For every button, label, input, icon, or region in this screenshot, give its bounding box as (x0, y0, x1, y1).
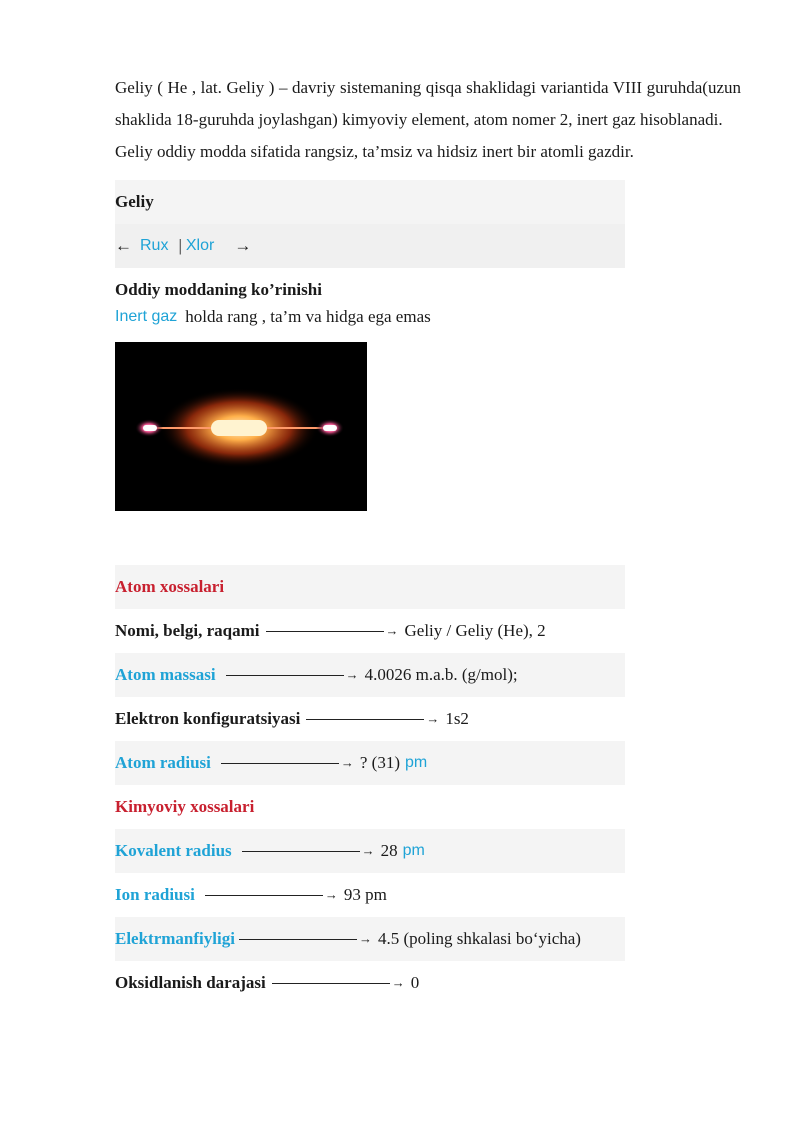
inert-gas-link[interactable]: Inert gaz (115, 308, 178, 325)
atom-section-heading-row (115, 565, 625, 609)
property-value: 4.5 (poling shkalasi bo‘yicha) (377, 929, 581, 948)
arrow-icon: → (345, 667, 359, 682)
nav-prev-arrow[interactable]: ← (115, 236, 132, 255)
property-row (115, 961, 625, 1005)
property-label-link[interactable]: Ion radiusi (115, 885, 195, 904)
nav-next-arrow[interactable]: → (234, 236, 252, 255)
appearance-text: holda rang , ta’m va hidga ega emas (185, 307, 431, 326)
property-label-link[interactable]: Atom radiusi (115, 753, 211, 772)
leader-line (221, 763, 339, 764)
leader-line (242, 851, 360, 852)
property-label-link[interactable]: Atom massasi (115, 665, 216, 684)
unit-link[interactable]: pm (405, 754, 428, 771)
nav-prev-link[interactable]: Rux (140, 237, 169, 254)
chem-section-heading-row (115, 785, 625, 829)
appearance-heading: Oddiy moddaning ko’rinishi (115, 280, 322, 299)
document-page (115, 72, 741, 1005)
property-row (115, 609, 625, 653)
property-label-link[interactable]: Kovalent radius (115, 841, 232, 860)
chem-section-heading: Kimyoviy xossalari (115, 797, 255, 816)
property-value: 93 pm (343, 885, 387, 904)
arrow-icon: → (358, 931, 372, 946)
infobox-title: Geliy (115, 192, 154, 211)
property-row (115, 917, 625, 961)
arrow-icon: → (324, 887, 338, 902)
property-value: 28 (380, 841, 398, 860)
appearance-heading-row (115, 268, 741, 300)
atom-section-heading: Atom xossalari (115, 577, 225, 596)
leader-line (226, 675, 344, 676)
leader-line (239, 939, 357, 940)
arrow-icon: → (340, 755, 354, 770)
arrow-icon: → (426, 711, 440, 726)
leader-line (266, 631, 384, 632)
property-row (115, 741, 625, 785)
intro-paragraph-2: Geliy oddiy modda sifatida rangsiz, ta’msiz va hidsiz inert bir atomli gazdir. (115, 142, 634, 161)
glowing-tube-image (115, 342, 367, 511)
property-value: 1s2 (445, 709, 469, 728)
property-row (115, 829, 625, 873)
infobox-title-row (115, 180, 625, 224)
unit-link[interactable]: pm (402, 842, 425, 859)
property-value: ? (31) (359, 753, 400, 772)
nav-next-link[interactable]: Xlor (185, 237, 215, 254)
nav-separator: | (178, 236, 182, 255)
property-label: Oksidlanish darajasi (115, 973, 266, 992)
arrow-icon: → (361, 843, 375, 858)
property-row (115, 653, 625, 697)
leader-line (272, 983, 390, 984)
property-label: Elektron konfiguratsiyasi (115, 709, 301, 728)
property-value: 4.0026 m.a.b. (g/mol); (364, 665, 518, 684)
property-row (115, 873, 625, 917)
infobox-nav-row (115, 224, 625, 268)
intro-paragraph: Geliy ( He , lat. Geliy ) – davriy sistemaning qisqa shaklidagi variantida VIII guruhda(uzun shaklida 18-guruhda joylashgan) kimyoviy element, atom nomer 2, inert gaz hisoblanadi. (115, 78, 741, 129)
helium-tube-photo (115, 342, 367, 511)
arrow-icon: → (391, 975, 405, 990)
property-value: Geliy / Geliy (He), 2 (404, 621, 546, 640)
property-label: Nomi, belgi, raqami (115, 621, 260, 640)
property-value: 0 (410, 973, 420, 992)
leader-line (205, 895, 323, 896)
property-label-link[interactable]: Elektrmanfiyligi (115, 929, 235, 948)
property-row (115, 697, 625, 741)
leader-line (306, 719, 424, 720)
appearance-row (115, 300, 741, 334)
arrow-icon: → (385, 623, 399, 638)
